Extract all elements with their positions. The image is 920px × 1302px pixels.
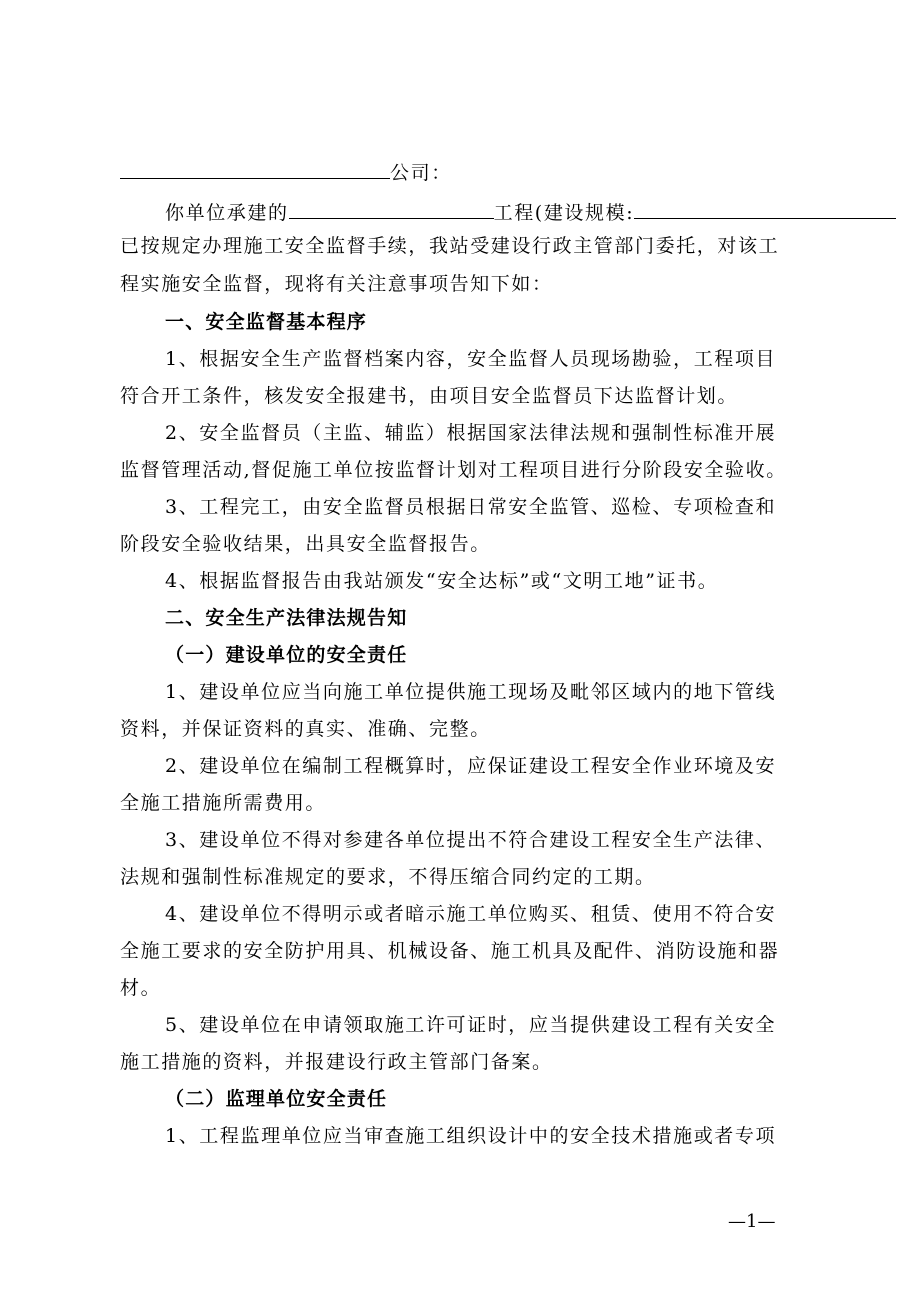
s2-1-item4-line3: 材。 (120, 977, 162, 999)
s2-1-item5-line2: 施工措施的资料，并报建设行政主管部门备案。 (120, 1051, 553, 1073)
s2-1-item3-line1: 3、建设单位不得对参建各单位提出不符合建设工程安全生产法律、 (165, 829, 777, 851)
s2-1-item3-line2: 法规和强制性标准规定的要求，不得压缩合同约定的工期。 (120, 866, 656, 888)
s1-item4: 4、根据监督报告由我站颁发“安全达标”或“文明工地”证书。 (165, 570, 719, 592)
project-scale-blank (634, 198, 896, 219)
addressee-suffix: 公司： (390, 162, 452, 184)
s1-item3-line1: 3、工程完工，由安全监督员根据日常安全监管、巡检、专项检查和 (165, 496, 777, 518)
section-2-heading: 二、安全生产法律法规告知 (165, 607, 408, 629)
s2-1-item2-line2: 全施工措施所需费用。 (120, 792, 327, 814)
intro-line-1 (165, 198, 896, 225)
s2-1-item4-line2: 全施工要求的安全防护用具、机械设备、施工机具及配件、消防设施和器 (120, 940, 780, 962)
s2-1-item1-line2: 资料，并保证资料的真实、准确、完整。 (120, 718, 491, 740)
intro-line-3: 程实施安全监督，现将有关注意事项告知下如： (120, 273, 553, 295)
addressee-line (120, 158, 452, 185)
project-name-blank (289, 198, 494, 219)
intro-line-2: 已按规定办理施工安全监督手续，我站受建设行政主管部门委托，对该工 (120, 235, 780, 257)
s1-item3-line2: 阶段安全验收结果，出具安全监督报告。 (120, 533, 491, 555)
s2-2-item1-line1: 1、工程监理单位应当审查施工组织设计中的安全技术措施或者专项 (165, 1125, 777, 1147)
page-number: —1— (728, 1211, 776, 1232)
s2-1-item4-line1: 4、建设单位不得明示或者暗示施工单位购买、租赁、使用不符合安 (165, 903, 777, 925)
s1-item2-line2: 监督管理活动,督促施工单位按监督计划对工程项目进行分阶段安全验收。 (120, 459, 787, 481)
intro-middle: 工程(建设规模: (493, 202, 635, 224)
s2-1-item1-line1: 1、建设单位应当向施工单位提供施工现场及毗邻区域内的地下管线 (165, 681, 777, 703)
s2-1-item5-line1: 5、建设单位在申请领取施工许可证时，应当提供建设工程有关安全 (165, 1014, 777, 1036)
section-2-sub-2-heading: （二）监理单位安全责任 (165, 1088, 388, 1110)
section-2-sub-1-heading: （一）建设单位的安全责任 (165, 644, 408, 666)
intro-prefix: 你单位承建的 (165, 202, 289, 224)
company-name-blank (120, 158, 390, 179)
s1-item2-line1: 2、安全监督员（主监、辅监）根据国家法律法规和强制性标准开展 (165, 422, 777, 444)
s1-item1-line2: 符合开工条件，核发安全报建书，由项目安全监督员下达监督计划。 (120, 385, 739, 407)
s2-1-item2-line1: 2、建设单位在编制工程概算时，应保证建设工程安全作业环境及安 (165, 755, 777, 777)
s1-item1-line1: 1、根据安全生产监督档案内容，安全监督人员现场勘验，工程项目 (165, 348, 777, 370)
section-1-heading: 一、安全监督基本程序 (165, 311, 368, 333)
